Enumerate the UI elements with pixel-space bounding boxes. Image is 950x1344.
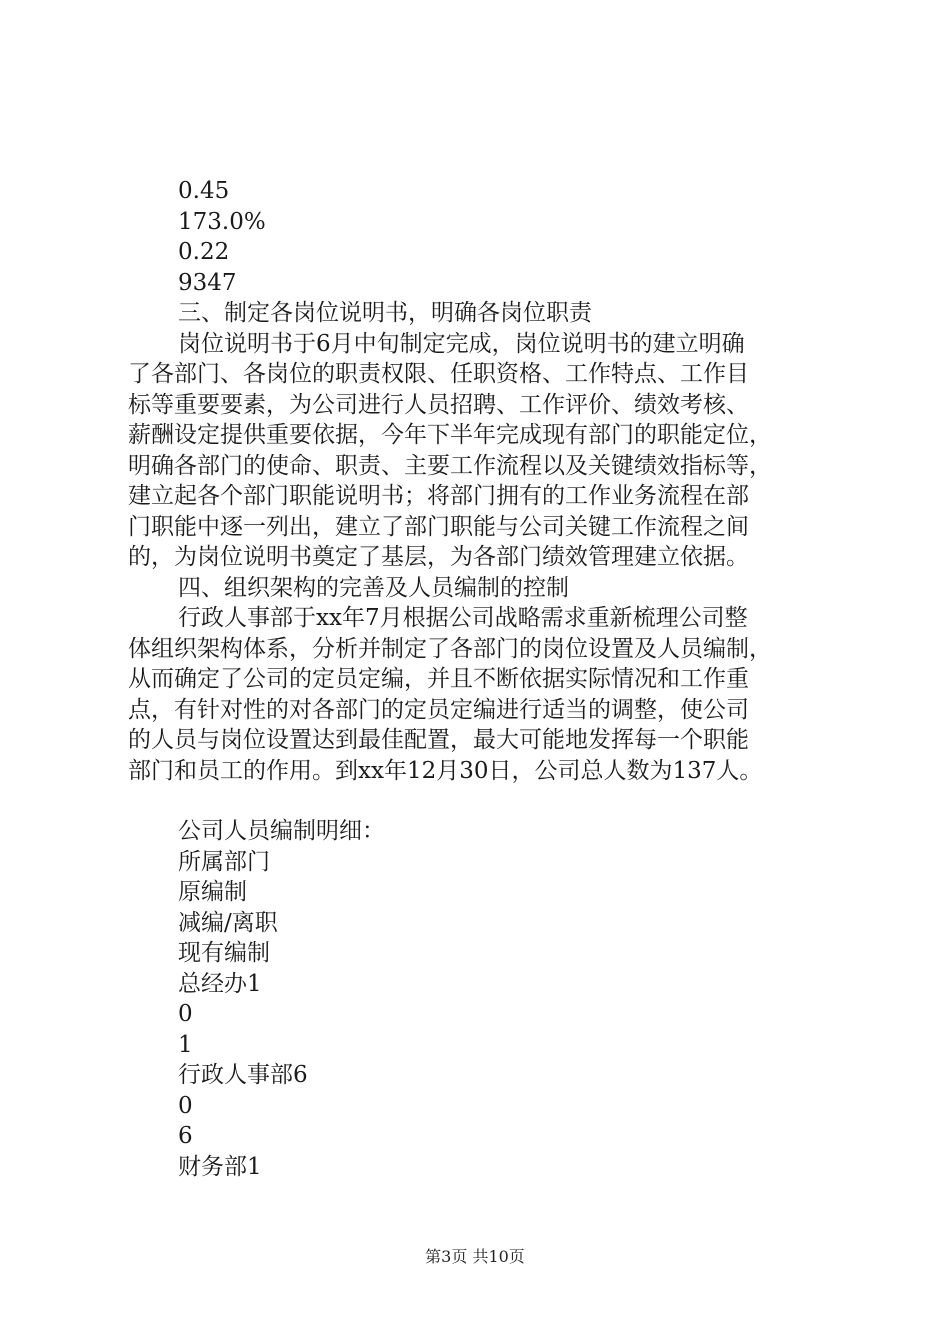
- value-line: 0.22: [178, 239, 230, 265]
- paragraph-line: 了各部门、各岗位的职责权限、任职资格、工作特点、工作目: [128, 361, 749, 387]
- spacer: [128, 786, 838, 816]
- value-line: 0.45: [178, 178, 230, 204]
- paragraph-line: 点，有针对性的对各部门的定员定编进行适当的调整，使公司: [128, 696, 749, 723]
- staffing-header: 原编制: [178, 879, 247, 905]
- paragraph-line: 的，为岗位说明书奠定了基层，为各部门绩效管理建立依据。: [128, 544, 749, 570]
- staffing-header: 现有编制: [178, 940, 270, 966]
- paragraph-line: 标等重要要素，为公司进行人员招聘、工作评价、绩效考核、: [128, 391, 749, 418]
- staffing-title: 公司人员编制明细：: [178, 818, 385, 844]
- staffing-row: 1: [178, 1031, 193, 1058]
- value-line: 9347: [178, 269, 237, 296]
- staffing-header: 减编/离职: [178, 909, 278, 936]
- staffing-row: 6: [178, 1123, 193, 1149]
- paragraph-line: 行政人事部于xx年7月根据公司战略需求重新梳理公司整: [178, 605, 748, 631]
- value-line: 173.0%: [178, 208, 266, 235]
- paragraph-line: 门职能中逐一列出，建立了部门职能与公司关键工作流程之间: [128, 513, 749, 540]
- paragraph-line: 薪酬设定提供重要依据，今年下半年完成现有部门的职能定位，: [128, 422, 772, 448]
- paragraph-line: 建立起各个部门职能说明书；将部门拥有的工作业务流程在部: [128, 483, 749, 509]
- document-body: [128, 176, 838, 1182]
- staffing-row: 0: [178, 1001, 193, 1027]
- section-heading: 三、制定各岗位说明书，明确各岗位职责: [178, 300, 592, 326]
- page-footer: 第3页 共10页: [425, 1247, 525, 1266]
- section-heading: 四、组织架构的完善及人员编制的控制: [178, 574, 569, 601]
- staffing-row: 财务部1: [178, 1153, 262, 1180]
- paragraph-line: 明确各部门的使命、职责、主要工作流程以及关键绩效指标等，: [128, 452, 772, 479]
- paragraph-line: 部门和员工的作用。到xx年12月30日，公司总人数为137人。: [128, 757, 763, 784]
- staffing-header: 所属部门: [178, 848, 270, 875]
- staffing-row: 总经办1: [178, 970, 262, 997]
- paragraph-line: 体组织架构体系，分析并制定了各部门的岗位设置及人员编制，: [128, 635, 772, 662]
- staffing-row: 0: [178, 1092, 193, 1119]
- paragraph-line: 的人员与岗位设置达到最佳配置，最大可能地发挥每一个职能: [128, 727, 749, 753]
- paragraph-line: 岗位说明书于6月中旬制定完成，岗位说明书的建立明确: [178, 330, 745, 357]
- staffing-row: 行政人事部6: [178, 1062, 308, 1088]
- paragraph-line: 从而确定了公司的定员定编，并且不断依据实际情况和工作重: [128, 666, 749, 692]
